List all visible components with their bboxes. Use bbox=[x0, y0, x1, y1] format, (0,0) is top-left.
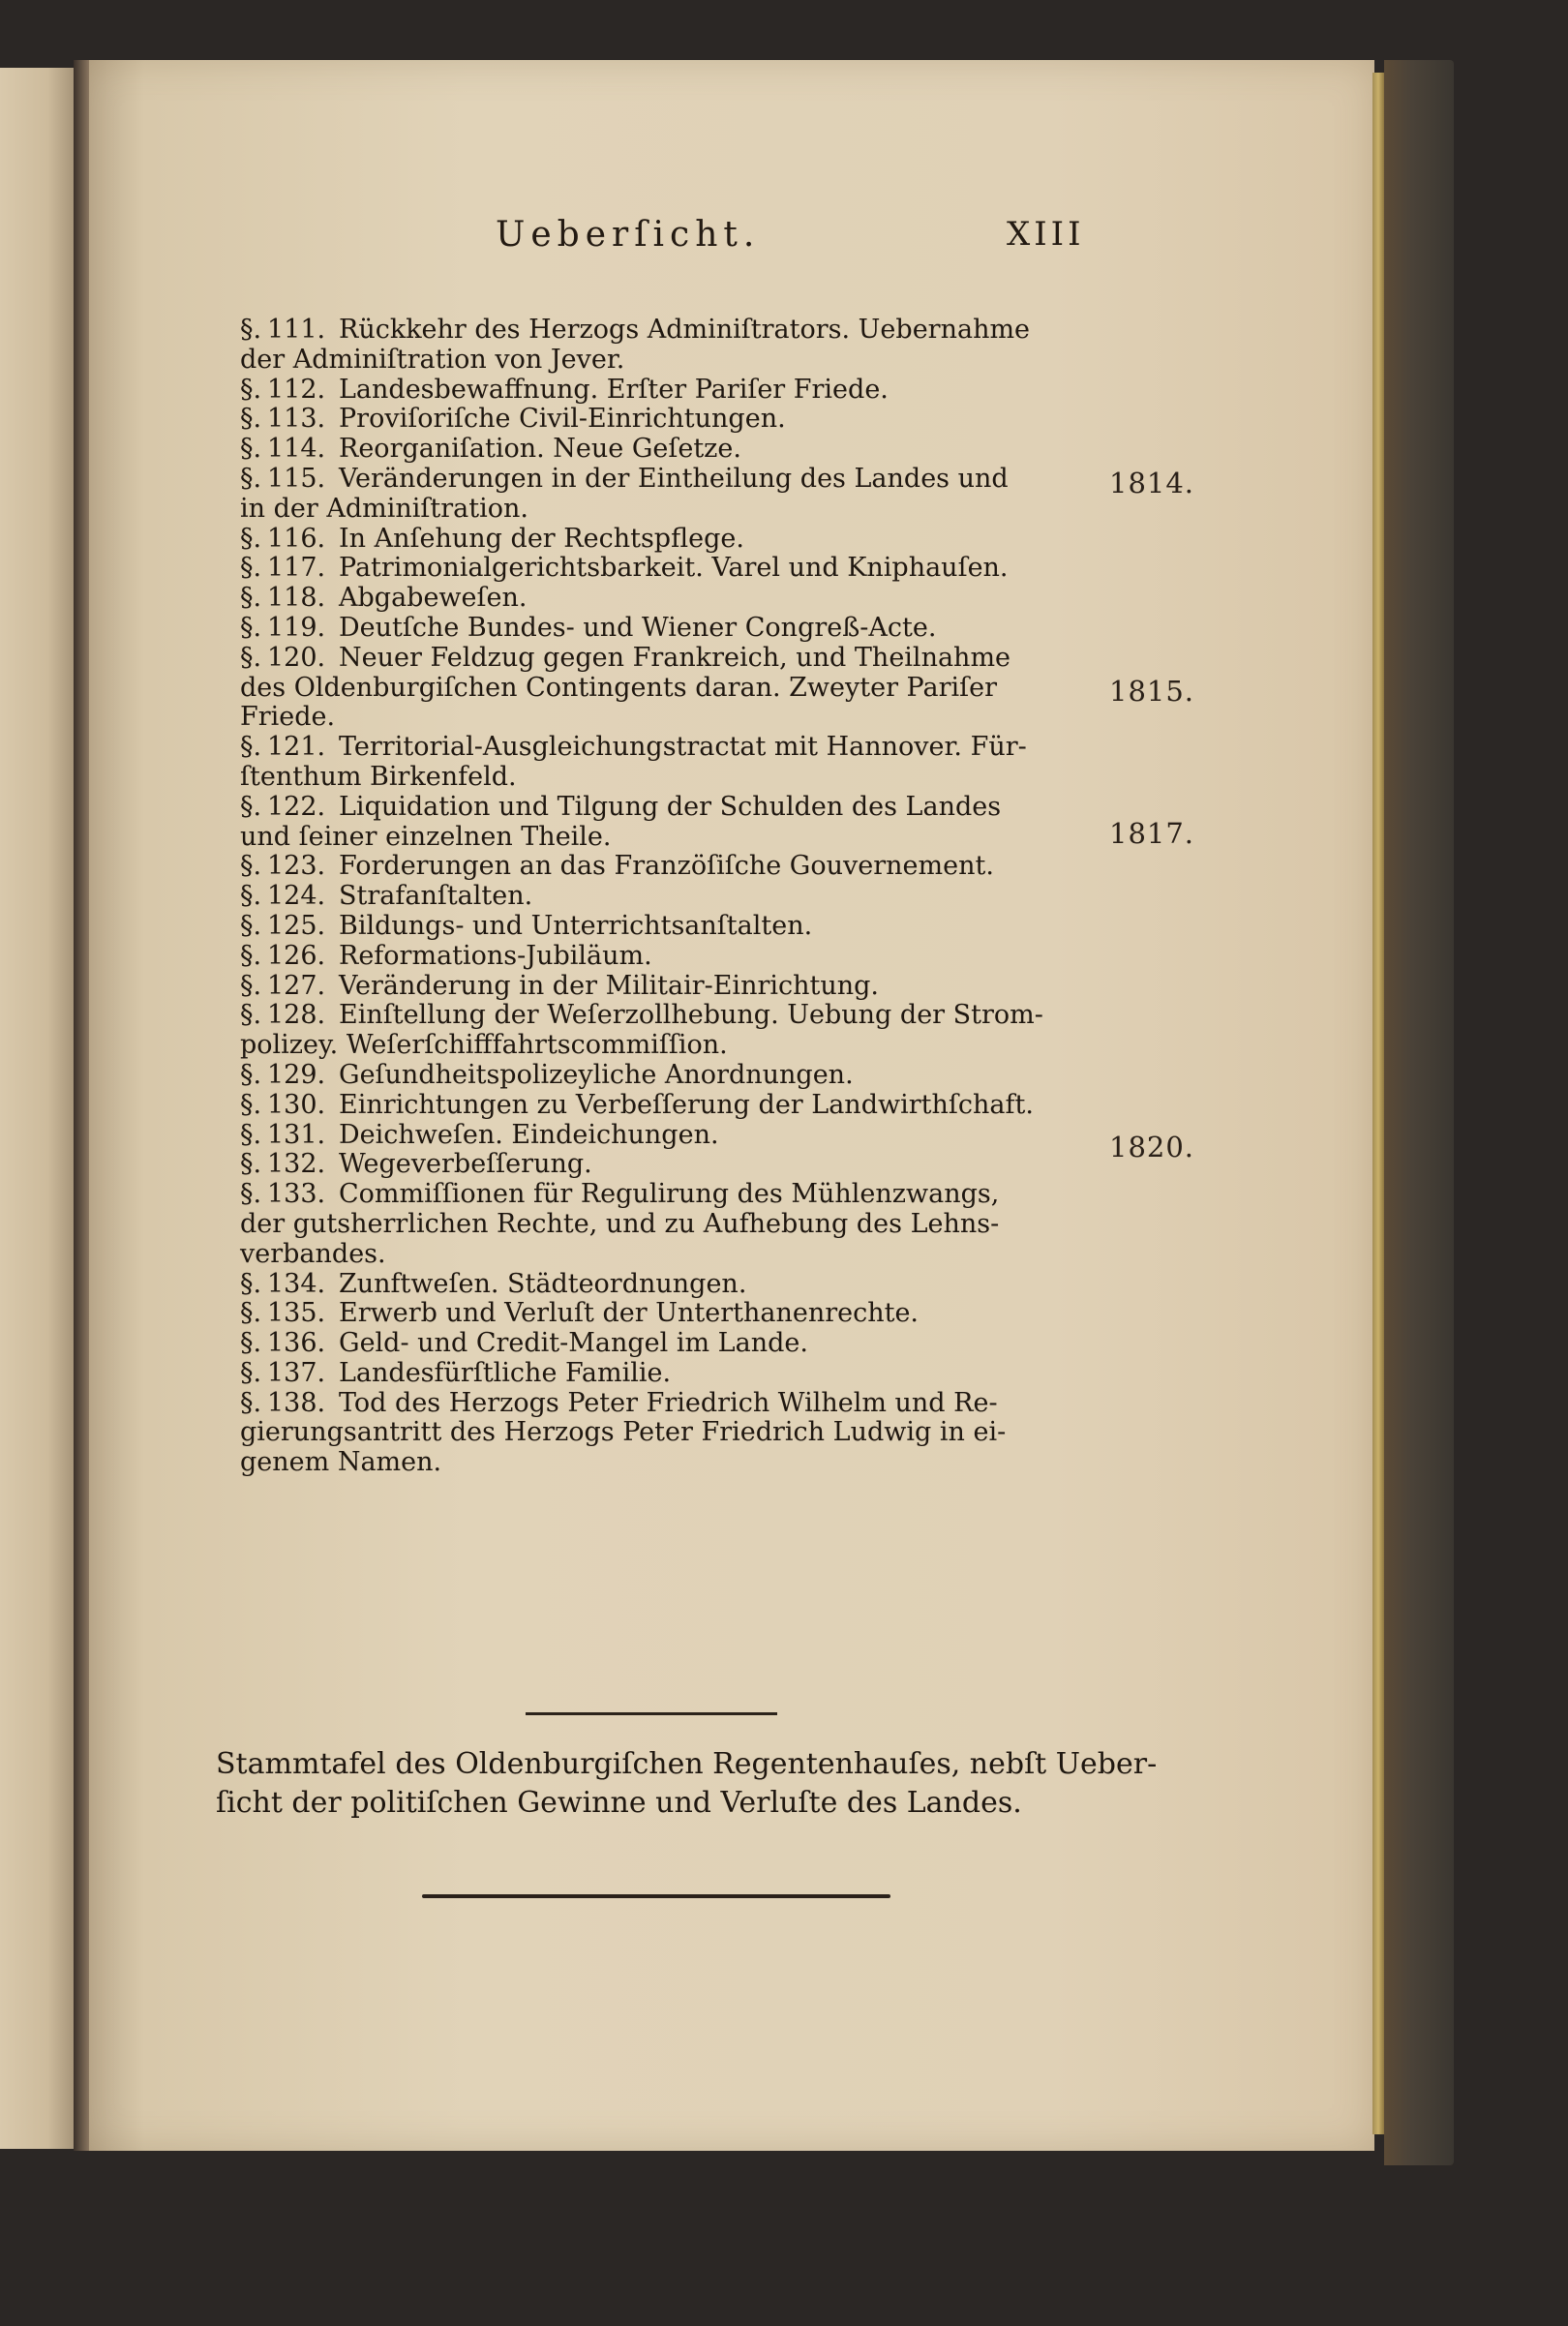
toc-entry bbox=[240, 554, 1208, 584]
section-number: 133. bbox=[267, 1179, 326, 1210]
toc-entry bbox=[240, 584, 1208, 614]
page-edges bbox=[1372, 73, 1384, 2134]
section-sign: §. bbox=[240, 374, 262, 405]
section-title: Geld- und Credit-Mangel im Lande. bbox=[339, 1328, 808, 1359]
section-number: 119. bbox=[267, 612, 326, 643]
section-number: 117. bbox=[267, 553, 326, 584]
section-sign: §. bbox=[240, 553, 262, 584]
toc-entry-continuation: der Adminiſtration von Jever. bbox=[240, 344, 625, 375]
section-number: 111. bbox=[267, 315, 326, 345]
section-title: Zunftweſen. Städteordnungen. bbox=[339, 1268, 747, 1299]
toc-entry bbox=[240, 942, 1208, 972]
section-sign: §. bbox=[240, 851, 262, 882]
section-title: Wegeverbeſſerung. bbox=[339, 1149, 592, 1180]
section-title: Bildungs- und Unterrichtsanſtalten. bbox=[339, 910, 813, 941]
toc-entry bbox=[240, 793, 1208, 823]
year-marginal-note: 1817. bbox=[1109, 817, 1195, 850]
toc-entry bbox=[240, 1121, 1208, 1151]
toc-entry bbox=[240, 1389, 1208, 1419]
section-sign: §. bbox=[240, 315, 262, 345]
section-title: Geſundheitspolizeyliche Anordnungen. bbox=[339, 1059, 854, 1090]
section-sign: §. bbox=[240, 1328, 262, 1359]
section-sign: §. bbox=[240, 1179, 262, 1210]
toc-entry bbox=[240, 1001, 1208, 1031]
section-sign: §. bbox=[240, 642, 262, 673]
section-number: 129. bbox=[267, 1059, 326, 1090]
section-sign: §. bbox=[240, 463, 262, 494]
toc-entry bbox=[240, 316, 1208, 346]
closing-rule bbox=[422, 1894, 890, 1898]
table-of-contents bbox=[240, 316, 1208, 1478]
section-title: Reformations-Jubiläum. bbox=[339, 940, 652, 971]
section-title: Patrimonialgerichtsbarkeit. Varel und Kniphauſen. bbox=[339, 553, 1009, 584]
section-title: Veränderungen in der Eintheilung des Landes und bbox=[339, 463, 1009, 494]
section-number: 112. bbox=[267, 374, 326, 405]
section-sign: §. bbox=[240, 732, 262, 763]
section-sign: §. bbox=[240, 881, 262, 912]
section-title: Tod des Herzogs Peter Friedrich Wilhelm und Re- bbox=[339, 1387, 998, 1418]
running-header bbox=[0, 215, 1568, 263]
toc-entry bbox=[240, 1180, 1208, 1210]
year-marginal-note: 1815. bbox=[1109, 675, 1195, 708]
section-divider bbox=[526, 1712, 777, 1715]
toc-entry-continuation: und ſeiner einzelnen Theile. bbox=[240, 821, 612, 852]
section-sign: §. bbox=[240, 1149, 262, 1180]
stammtafel-note bbox=[216, 1745, 1158, 1823]
toc-entry-continuation: des Oldenburgiſchen Contingents daran. Zweyter Pariſer bbox=[240, 672, 998, 703]
section-sign: §. bbox=[240, 1119, 262, 1150]
section-sign: §. bbox=[240, 612, 262, 643]
section-sign: §. bbox=[240, 1268, 262, 1299]
section-number: 122. bbox=[267, 791, 326, 822]
section-title: Abgabeweſen. bbox=[339, 583, 528, 614]
toc-entry bbox=[240, 525, 1208, 555]
section-title: Einrichtungen zu Verbeſſerung der Landwirthſchaft. bbox=[339, 1089, 1034, 1120]
page-title: Ueberſicht. bbox=[496, 215, 761, 255]
toc-entry bbox=[240, 852, 1208, 882]
book-gutter bbox=[74, 60, 89, 2151]
section-sign: §. bbox=[240, 970, 262, 1001]
year-marginal-note: 1814. bbox=[1109, 467, 1195, 499]
toc-entry-continuation: genem Namen. bbox=[240, 1447, 442, 1478]
toc-entry bbox=[240, 733, 1208, 763]
section-sign: §. bbox=[240, 1000, 262, 1031]
facing-page-edge bbox=[0, 68, 79, 2149]
section-number: 130. bbox=[267, 1089, 326, 1120]
toc-entry bbox=[240, 1150, 1208, 1180]
stammtafel-line: ſicht der politiſchen Gewinne und Verluſte des Landes. bbox=[216, 1786, 1022, 1820]
section-sign: §. bbox=[240, 404, 262, 435]
section-title: Erwerb und Verluſt der Unterthanenrechte. bbox=[339, 1298, 920, 1329]
section-title: Landesfürſtliche Familie. bbox=[339, 1357, 672, 1388]
toc-entry bbox=[240, 972, 1208, 1002]
section-number: 123. bbox=[267, 851, 326, 882]
section-sign: §. bbox=[240, 940, 262, 971]
section-title: Neuer Feldzug gegen Frankreich, und Theilnahme bbox=[339, 642, 1011, 673]
section-title: Deichweſen. Eindeichungen. bbox=[339, 1119, 719, 1150]
toc-entry bbox=[240, 376, 1208, 406]
toc-entry-continuation: polizey. Weſerſchifffahrtscommiſſion. bbox=[240, 1030, 728, 1061]
toc-entry bbox=[240, 1270, 1208, 1300]
toc-entry bbox=[240, 912, 1208, 942]
toc-entry-continuation: der gutsherrlichen Rechte, und zu Aufhebung des Lehns- bbox=[240, 1208, 1000, 1239]
stammtafel-line: Stammtafel des Oldenburgiſchen Regentenhauſes, nebſt Ueber- bbox=[216, 1747, 1158, 1781]
toc-entry-continuation: verbandes. bbox=[240, 1238, 386, 1269]
toc-entry-continuation: ſtenthum Birkenfeld. bbox=[240, 761, 517, 792]
section-number: 137. bbox=[267, 1357, 326, 1388]
section-number: 121. bbox=[267, 732, 326, 763]
section-number: 118. bbox=[267, 583, 326, 614]
section-number: 138. bbox=[267, 1387, 326, 1418]
section-title: Territorial-Ausgleichungstractat mit Hannover. Für- bbox=[339, 732, 1027, 763]
toc-entry bbox=[240, 465, 1208, 495]
section-number: 135. bbox=[267, 1298, 326, 1329]
section-number: 127. bbox=[267, 970, 326, 1001]
section-number: 113. bbox=[267, 404, 326, 435]
toc-entry-continuation: gierungsantritt des Herzogs Peter Friedrich Ludwig in ei- bbox=[240, 1417, 1007, 1448]
section-title: Einſtellung der Weſerzollhebung. Uebung der Strom- bbox=[339, 1000, 1043, 1031]
section-title: Landesbewaffnung. Erſter Pariſer Friede. bbox=[339, 374, 889, 405]
section-sign: §. bbox=[240, 434, 262, 465]
year-marginal-note: 1820. bbox=[1109, 1131, 1195, 1163]
section-sign: §. bbox=[240, 1298, 262, 1329]
book-cover-edge bbox=[1384, 60, 1454, 2165]
toc-entry bbox=[240, 882, 1208, 912]
page-number: XIII bbox=[1007, 215, 1085, 254]
section-sign: §. bbox=[240, 583, 262, 614]
section-sign: §. bbox=[240, 523, 262, 554]
section-number: 128. bbox=[267, 1000, 326, 1031]
section-title: Reorganiſation. Neue Geſetze. bbox=[339, 434, 741, 465]
toc-entry-continuation: in der Adminiſtration. bbox=[240, 493, 528, 524]
section-sign: §. bbox=[240, 1387, 262, 1418]
section-sign: §. bbox=[240, 1089, 262, 1120]
section-number: 132. bbox=[267, 1149, 326, 1180]
section-title: In Anſehung der Rechtspflege. bbox=[339, 523, 744, 554]
section-title: Forderungen an das Franzöſiſche Gouvernement. bbox=[339, 851, 994, 882]
section-sign: §. bbox=[240, 910, 262, 941]
toc-entry bbox=[240, 435, 1208, 465]
section-sign: §. bbox=[240, 1059, 262, 1090]
toc-entry bbox=[240, 614, 1208, 644]
section-sign: §. bbox=[240, 791, 262, 822]
toc-entry-continuation: Friede. bbox=[240, 702, 336, 733]
toc-entry bbox=[240, 405, 1208, 435]
section-title: Deutſche Bundes- und Wiener Congreß-Acte. bbox=[339, 612, 937, 643]
section-number: 116. bbox=[267, 523, 326, 554]
section-number: 115. bbox=[267, 463, 326, 494]
section-number: 136. bbox=[267, 1328, 326, 1359]
toc-entry bbox=[240, 1299, 1208, 1329]
section-number: 114. bbox=[267, 434, 326, 465]
section-number: 125. bbox=[267, 910, 326, 941]
toc-entry bbox=[240, 1061, 1208, 1091]
section-title: Liquidation und Tilgung der Schulden des Landes bbox=[339, 791, 1002, 822]
section-title: Commiſſionen für Regulirung des Mühlenzwangs, bbox=[339, 1179, 1000, 1210]
section-number: 134. bbox=[267, 1268, 326, 1299]
section-title: Rückkehr des Herzogs Adminiſtrators. Uebernahme bbox=[339, 315, 1031, 345]
section-title: Proviſoriſche Civil-Einrichtungen. bbox=[339, 404, 786, 435]
toc-entry bbox=[240, 1329, 1208, 1359]
section-sign: §. bbox=[240, 1357, 262, 1388]
section-number: 126. bbox=[267, 940, 326, 971]
section-number: 120. bbox=[267, 642, 326, 673]
toc-entry bbox=[240, 1359, 1208, 1389]
section-number: 131. bbox=[267, 1119, 326, 1150]
toc-entry bbox=[240, 644, 1208, 674]
section-title: Veränderung in der Militair-Einrichtung. bbox=[339, 970, 880, 1001]
section-number: 124. bbox=[267, 881, 326, 912]
toc-entry bbox=[240, 1091, 1208, 1121]
section-title: Strafanſtalten. bbox=[339, 881, 533, 912]
